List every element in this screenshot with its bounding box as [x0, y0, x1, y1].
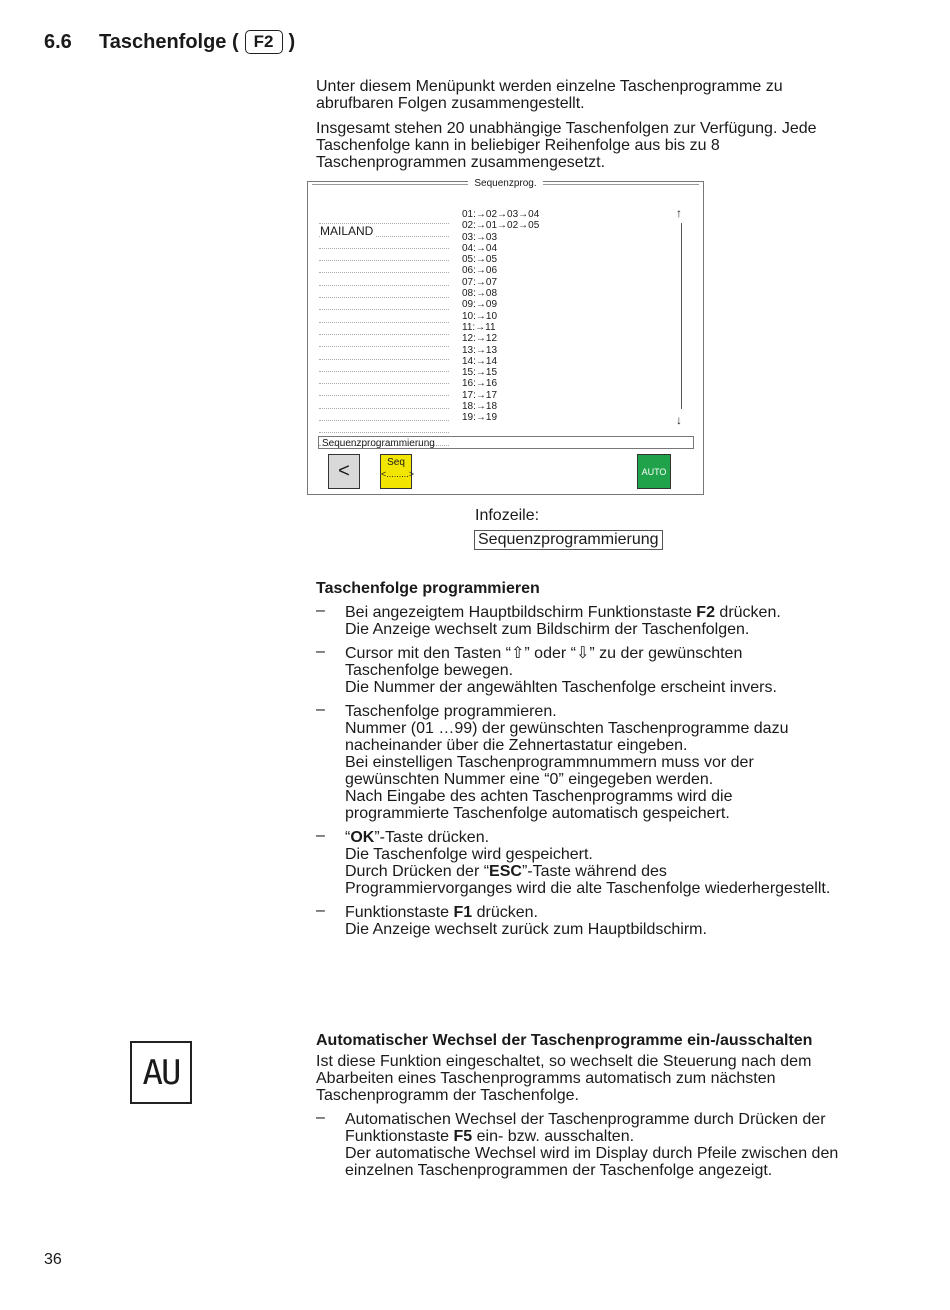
name-column: [319, 212, 449, 446]
f2-key-label: F2: [245, 30, 283, 54]
name-row[interactable]: [319, 396, 449, 408]
section-number: 6.6: [44, 30, 72, 53]
key-label: F2: [696, 604, 715, 621]
infozeile-label: Infozeile:: [475, 507, 540, 524]
programming-section: [316, 580, 836, 945]
section-title: Taschenfolge (: [99, 30, 239, 53]
list-text: ein- bzw. ausschalten.: [472, 1128, 635, 1145]
list-text: ”-Taste drücken.: [374, 829, 490, 846]
sequence-row[interactable]: 09:→09: [462, 299, 498, 311]
list-text: ”-Taste während des Programmiervorganges wird die alte Taschenfolge wiederhergestellt.: [345, 863, 831, 897]
au-icon: AU: [130, 1041, 192, 1104]
name-row[interactable]: [319, 273, 449, 285]
list-item: [316, 904, 836, 938]
sequence-row[interactable]: 18:→18: [462, 401, 498, 413]
name-row[interactable]: [319, 298, 449, 310]
sequence-row[interactable]: 16:→16: [462, 378, 498, 390]
sequence-row[interactable]: 01:→02→03→04: [462, 209, 540, 220]
name-row[interactable]: [319, 421, 449, 433]
intro-text: [316, 78, 836, 179]
display-screenshot: [307, 178, 704, 495]
status-line: Sequenzprogrammierung: [318, 436, 694, 449]
page-number: 36: [44, 1251, 62, 1268]
sequence-row[interactable]: 13:→13: [462, 344, 498, 356]
list-item: [316, 604, 836, 638]
list-item: [316, 829, 836, 897]
sequence-row[interactable]: 04:→04: [462, 242, 498, 254]
intro-paragraph: Unter diesem Menüpunkt werden einzelne Taschenprogramme zu abrufbaren Folgen zusammengestellt.: [316, 78, 783, 112]
scrollbar[interactable]: [676, 206, 688, 427]
name-row[interactable]: [319, 360, 449, 372]
scroll-up-arrow-icon[interactable]: ↑: [676, 206, 682, 220]
sequence-row[interactable]: 06:→06: [462, 265, 498, 277]
sequence-row[interactable]: 17:→17: [462, 389, 498, 401]
list-text: “: [345, 829, 351, 846]
name-row[interactable]: [319, 323, 449, 335]
name-row[interactable]: [319, 249, 449, 261]
list-text: drücken.: [472, 904, 538, 921]
auto-switch-intro: Ist diese Funktion eingeschaltet, so wechselt die Steuerung nach dem Abarbeiten eines Taschenprogramms automatisch zum nächsten Taschenprogramm der Taschenfolge.: [316, 1053, 812, 1104]
infozeile-box: Sequenzprogrammierung: [474, 530, 663, 550]
sequence-list: [462, 209, 539, 424]
list-text: Taschenfolge programmieren.: [345, 703, 557, 720]
list-text: Funktionstaste: [345, 904, 454, 921]
subsection-title: Taschenfolge programmieren: [316, 580, 540, 597]
intro-paragraph: Insgesamt stehen 20 unabhängige Taschenfolgen zur Verfügung. Jede Taschenfolge kann in beliebiger Reihenfolge aus bis zu 8 Taschenprogrammen zusammengesetzt.: [316, 120, 817, 171]
scroll-track: [681, 223, 682, 409]
sequence-row[interactable]: 02:→01→02→05: [462, 220, 540, 232]
seq-button-label: Seq: [387, 457, 405, 468]
list-text: Die Anzeige wechselt zum Bildschirm der Taschenfolgen.: [345, 621, 750, 638]
screen-title: [308, 178, 703, 189]
name-row[interactable]: [319, 384, 449, 396]
back-button[interactable]: <: [328, 454, 360, 489]
list-text: Nach Eingabe des achten Taschenprogramms wird die programmierte Taschenfolge automatisch gespeichert.: [345, 788, 733, 822]
list-text: Nummer (01 …99) der gewünschten Taschenprogramme dazu nacheinander über die Zehnertastatur eingeben.: [345, 720, 789, 754]
list-text: Bei angezeigtem Hauptbildschirm Funktionstaste: [345, 604, 697, 621]
list-item: [316, 645, 836, 696]
sequence-row[interactable]: 12:→12: [462, 333, 498, 345]
scroll-down-arrow-icon[interactable]: ↓: [676, 413, 682, 427]
list-text: Cursor mit den Tasten “⇧” oder “⇩” zu der gewünschten Taschenfolge bewegen.: [345, 645, 743, 679]
auto-switch-section: [316, 1032, 861, 1186]
sequence-row[interactable]: 03:→03: [462, 231, 498, 243]
list-text: Automatischen Wechsel der Taschenprogramme durch Drücken der Funktionstaste: [345, 1111, 826, 1145]
name-row[interactable]: [319, 224, 449, 236]
name-row[interactable]: [319, 237, 449, 249]
section-heading: [44, 30, 295, 54]
seq-arrow-icon: <.........>: [381, 469, 415, 479]
list-item: [316, 1111, 861, 1179]
name-row[interactable]: [319, 310, 449, 322]
key-label: F1: [453, 904, 473, 921]
sequence-row[interactable]: 19:→19: [462, 412, 498, 424]
sequence-row[interactable]: 14:→14: [462, 355, 498, 367]
sequence-row[interactable]: 10:→10: [462, 310, 498, 322]
sequence-row[interactable]: 08:→08: [462, 288, 498, 300]
name-row[interactable]: [319, 409, 449, 421]
list-text: drücken.: [714, 604, 781, 621]
list-text: Durch Drücken der “: [345, 863, 490, 880]
instruction-list: [316, 1111, 861, 1179]
sequence-row[interactable]: 11:→11: [462, 321, 496, 333]
list-text: Die Anzeige wechselt zurück zum Hauptbildschirm.: [345, 921, 707, 938]
list-text: Der automatische Wechsel wird im Display durch Pfeile zwischen den einzelnen Taschenprogrammen der Taschenfolge angezeigt.: [345, 1145, 839, 1179]
name-row[interactable]: [319, 286, 449, 298]
list-item: [316, 703, 836, 822]
name-row[interactable]: [319, 335, 449, 347]
name-row[interactable]: [319, 372, 449, 384]
auto-button[interactable]: AUTO: [637, 454, 671, 489]
key-label: ESC: [489, 863, 522, 880]
subsection-title: Automatischer Wechsel der Taschenprogramme ein-/ausschalten: [316, 1032, 813, 1049]
seq-button[interactable]: [380, 454, 415, 489]
name-row[interactable]: [319, 347, 449, 359]
screen-title-text: Sequenzprog.: [468, 178, 542, 189]
sequence-row[interactable]: 15:→15: [462, 367, 498, 379]
list-text: Bei einstelligen Taschenprogrammnummern muss vor der gewünschten Nummer eine “0” eingegeben werden.: [345, 754, 754, 788]
key-label: OK: [350, 829, 375, 846]
sequence-row[interactable]: 07:→07: [462, 276, 498, 288]
name-row[interactable]: [319, 261, 449, 273]
list-text: Die Taschenfolge wird gespeichert.: [345, 846, 593, 863]
list-text: Die Nummer der angewählten Taschenfolge erscheint invers.: [345, 679, 777, 696]
section-title-close: ): [288, 30, 296, 53]
name-row[interactable]: [319, 212, 449, 224]
instruction-list: [316, 604, 836, 938]
name-label: MAILAND: [320, 223, 374, 238]
key-label: F5: [453, 1128, 473, 1145]
sequence-row[interactable]: 05:→05: [462, 254, 498, 266]
